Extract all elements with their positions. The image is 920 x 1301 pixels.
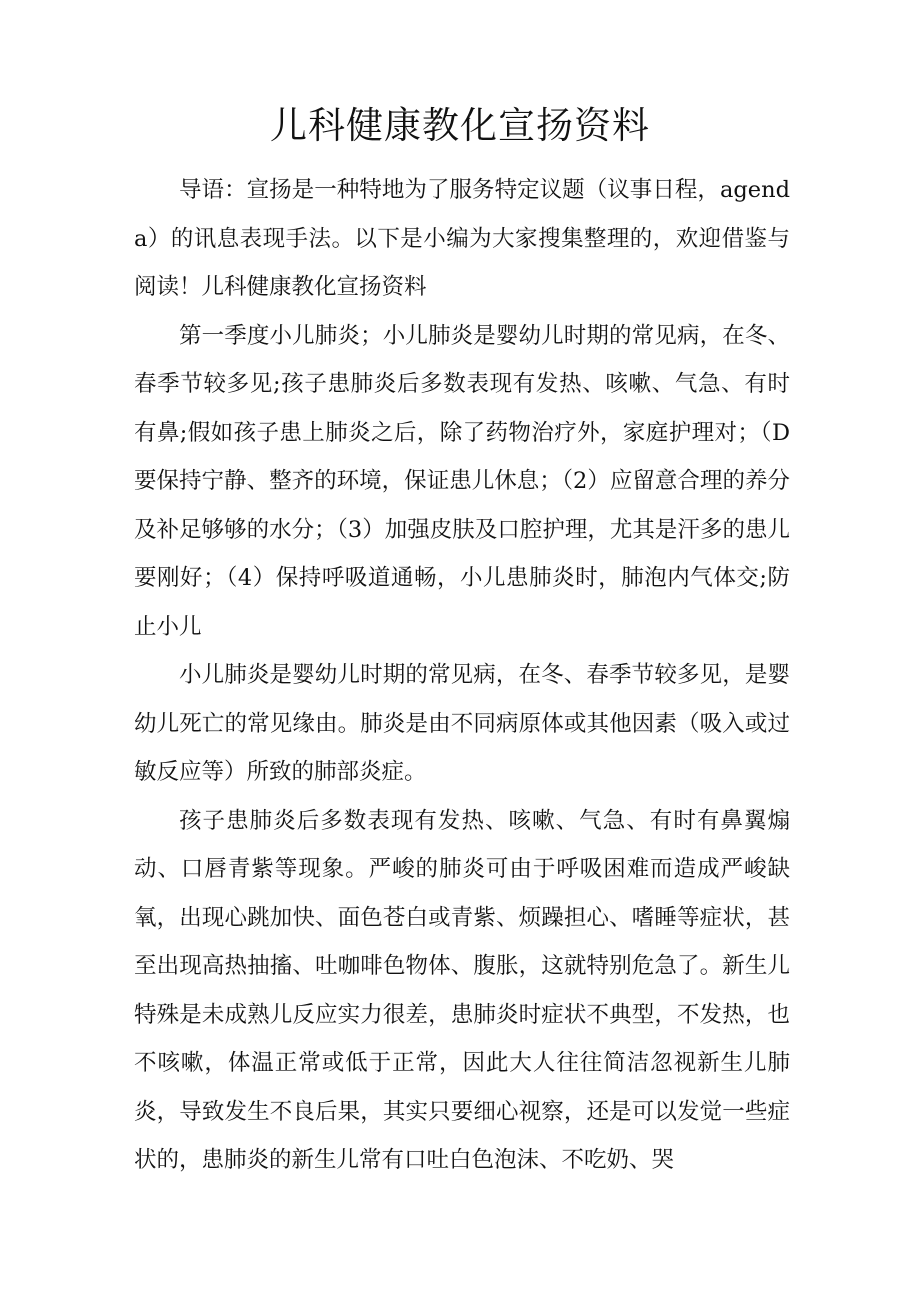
paragraph-symptoms: 孩子患肺炎后多数表现有发热、咳嗽、气急、有时有鼻翼煽动、口唇青紫等现象。严峻的肺炎可由于呼吸困难而造成严峻缺氧，出现心跳加快、面色苍白或青紫、烦躁担心、嗜睡等症状，甚至出现高热抽搐、吐咖啡色物体、腹胀，这就特别危急了。新生儿特殊是未成熟儿反应实力很差，患肺炎时症状不典型，不发热，也不咳嗽，体温正常或低于正常，因此大人往往简洁忽视新生儿肺炎，导致发生不良后果，其实只要细心视察，还是可以发觉一些症状的，患肺炎的新生儿常有口吐白色泡沫、不吃奶、哭	[134, 807, 790, 1173]
paragraph-intro: 导语：宣扬是一种特地为了服务特定议题（议事日程，agenda）的讯息表现手法。以下是小编为大家搜集整理的，欢迎借鉴与阅读！儿科健康教化宣扬资料	[134, 177, 790, 300]
document-title: 儿科健康教化宣扬资料	[270, 104, 650, 147]
paragraph-first-quarter: 第一季度小儿肺炎；小儿肺炎是婴幼儿时期的常见病，在冬、春季节较多见;孩子患肺炎后多数表现有发热、咳嗽、气急、有时有鼻;假如孩子患上肺炎之后，除了药物治疗外，家庭护理对；（D要保持宁静、整齐的环境，保证患儿休息；（2）应留意合理的养分及补足够够的水分；（3）加强皮肤及口腔护理，尤其是汗多的患儿要刚好；（4）保持呼吸道通畅，小儿患肺炎时，肺泡内气体交;防止小儿	[134, 322, 790, 640]
paragraph-pneumonia-definition: 小儿肺炎是婴幼儿时期的常见病，在冬、春季节较多见，是婴幼儿死亡的常见缘由。肺炎是由不同病原体或其他因素（吸入或过敏反应等）所致的肺部炎症。	[134, 662, 790, 785]
document-body	[134, 166, 790, 1185]
